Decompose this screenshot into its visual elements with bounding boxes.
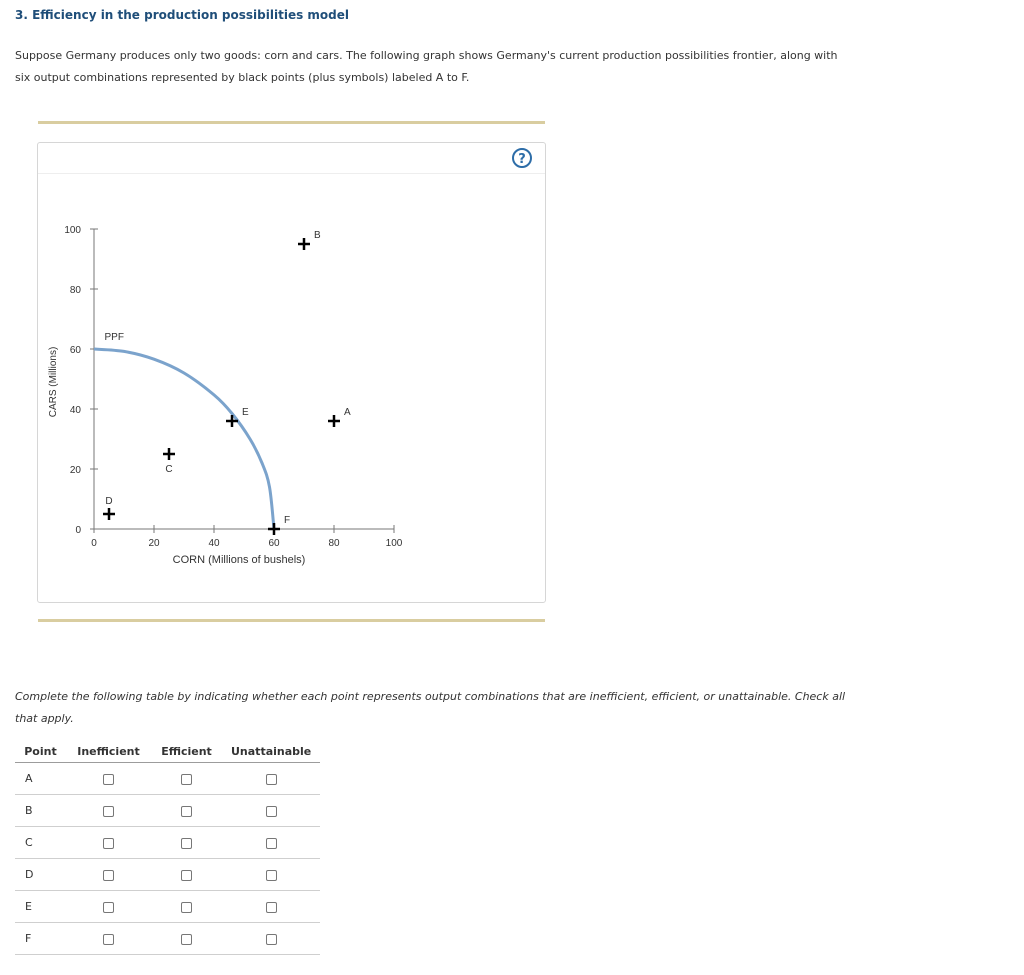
- cell-unattainable: [222, 827, 320, 859]
- header-inefficient: Inefficient: [66, 741, 151, 763]
- x-tick-label: 60: [268, 538, 280, 549]
- table-row: [15, 795, 320, 827]
- instructions-line-1: Complete the following table by indicating whether each point represents output combinations that are inefficient, efficient, or unattainable. Check all: [15, 690, 846, 703]
- point-b-label: B: [314, 230, 321, 241]
- question-title: 3. Efficiency in the production possibilities model: [15, 8, 349, 22]
- table-body: [15, 763, 320, 955]
- instructions-line-2: that apply.: [15, 712, 74, 725]
- x-tick-label: 80: [328, 538, 340, 549]
- cell-unattainable: [222, 923, 320, 955]
- y-tick-label: 40: [69, 405, 81, 416]
- classification-table: [15, 741, 320, 955]
- cell-efficient: [151, 891, 222, 923]
- help-icon[interactable]: ?: [512, 148, 532, 168]
- efficient-checkbox-e[interactable]: [181, 902, 192, 913]
- y-tick-label: 0: [75, 525, 81, 536]
- intro-line-2: six output combinations represented by black points (plus symbols) labeled A to F.: [15, 71, 470, 84]
- y-tick-label: 80: [69, 285, 81, 296]
- x-tick-label: 20: [148, 538, 160, 549]
- y-tick-label: 20: [69, 465, 81, 476]
- x-tick-label: 0: [91, 538, 97, 549]
- header-efficient: Efficient: [151, 741, 222, 763]
- unattainable-checkbox-f[interactable]: [266, 934, 277, 945]
- intro-line-1: Suppose Germany produces only two goods: corn and cars. The following graph shows Germany's current production possibilities frontier, along with: [15, 49, 838, 62]
- y-tick-label: 60: [69, 345, 81, 356]
- table-row: [15, 891, 320, 923]
- table-header-row: [15, 741, 320, 763]
- inefficient-checkbox-e[interactable]: [103, 902, 114, 913]
- table-row: [15, 763, 320, 795]
- graph-panel: [37, 142, 546, 603]
- bottom-divider: [38, 619, 545, 622]
- point-a-label: A: [344, 407, 351, 418]
- table-row: [15, 827, 320, 859]
- point-f-label: F: [284, 515, 291, 526]
- cell-unattainable: [222, 859, 320, 891]
- y-tick-label: 100: [64, 225, 81, 236]
- inefficient-checkbox-b[interactable]: [103, 806, 114, 817]
- row-point-label: F: [15, 923, 66, 955]
- point-c-label: C: [165, 464, 173, 475]
- unattainable-checkbox-d[interactable]: [266, 870, 277, 881]
- ppf-curve: [94, 349, 274, 529]
- x-tick-label: 100: [385, 538, 403, 549]
- row-point-label: D: [15, 859, 66, 891]
- efficient-checkbox-a[interactable]: [181, 774, 192, 785]
- cell-efficient: [151, 827, 222, 859]
- point-d-label: D: [105, 496, 113, 507]
- cell-inefficient: [66, 827, 151, 859]
- table-instructions: [15, 686, 885, 730]
- row-point-label: B: [15, 795, 66, 827]
- row-point-label: E: [15, 891, 66, 923]
- cell-inefficient: [66, 891, 151, 923]
- ppf-label: PPF: [104, 332, 124, 343]
- table-row: [15, 859, 320, 891]
- efficient-checkbox-c[interactable]: [181, 838, 192, 849]
- cell-inefficient: [66, 923, 151, 955]
- header-point: Point: [15, 741, 66, 763]
- ppf-chart: [38, 143, 545, 602]
- inefficient-checkbox-a[interactable]: [103, 774, 114, 785]
- cell-inefficient: [66, 763, 151, 795]
- inefficient-checkbox-f[interactable]: [103, 934, 114, 945]
- unattainable-checkbox-b[interactable]: [266, 806, 277, 817]
- cell-unattainable: [222, 763, 320, 795]
- top-divider: [38, 121, 545, 124]
- efficient-checkbox-f[interactable]: [181, 934, 192, 945]
- x-tick-label: 40: [208, 538, 220, 549]
- cell-inefficient: [66, 859, 151, 891]
- inefficient-checkbox-c[interactable]: [103, 838, 114, 849]
- point-e-label: E: [242, 407, 249, 418]
- x-axis-title: CORN (Millions of bushels): [172, 554, 306, 566]
- cell-unattainable: [222, 795, 320, 827]
- unattainable-checkbox-a[interactable]: [266, 774, 277, 785]
- row-point-label: C: [15, 827, 66, 859]
- y-axis-title: CARS (Millions): [48, 346, 59, 418]
- cell-inefficient: [66, 795, 151, 827]
- cell-efficient: [151, 795, 222, 827]
- unattainable-checkbox-c[interactable]: [266, 838, 277, 849]
- header-unattainable: Unattainable: [222, 741, 320, 763]
- cell-efficient: [151, 923, 222, 955]
- efficient-checkbox-d[interactable]: [181, 870, 192, 881]
- cell-efficient: [151, 763, 222, 795]
- unattainable-checkbox-e[interactable]: [266, 902, 277, 913]
- efficient-checkbox-b[interactable]: [181, 806, 192, 817]
- cell-unattainable: [222, 891, 320, 923]
- table-row: [15, 923, 320, 955]
- question-intro: [15, 45, 895, 89]
- inefficient-checkbox-d[interactable]: [103, 870, 114, 881]
- cell-efficient: [151, 859, 222, 891]
- row-point-label: A: [15, 763, 66, 795]
